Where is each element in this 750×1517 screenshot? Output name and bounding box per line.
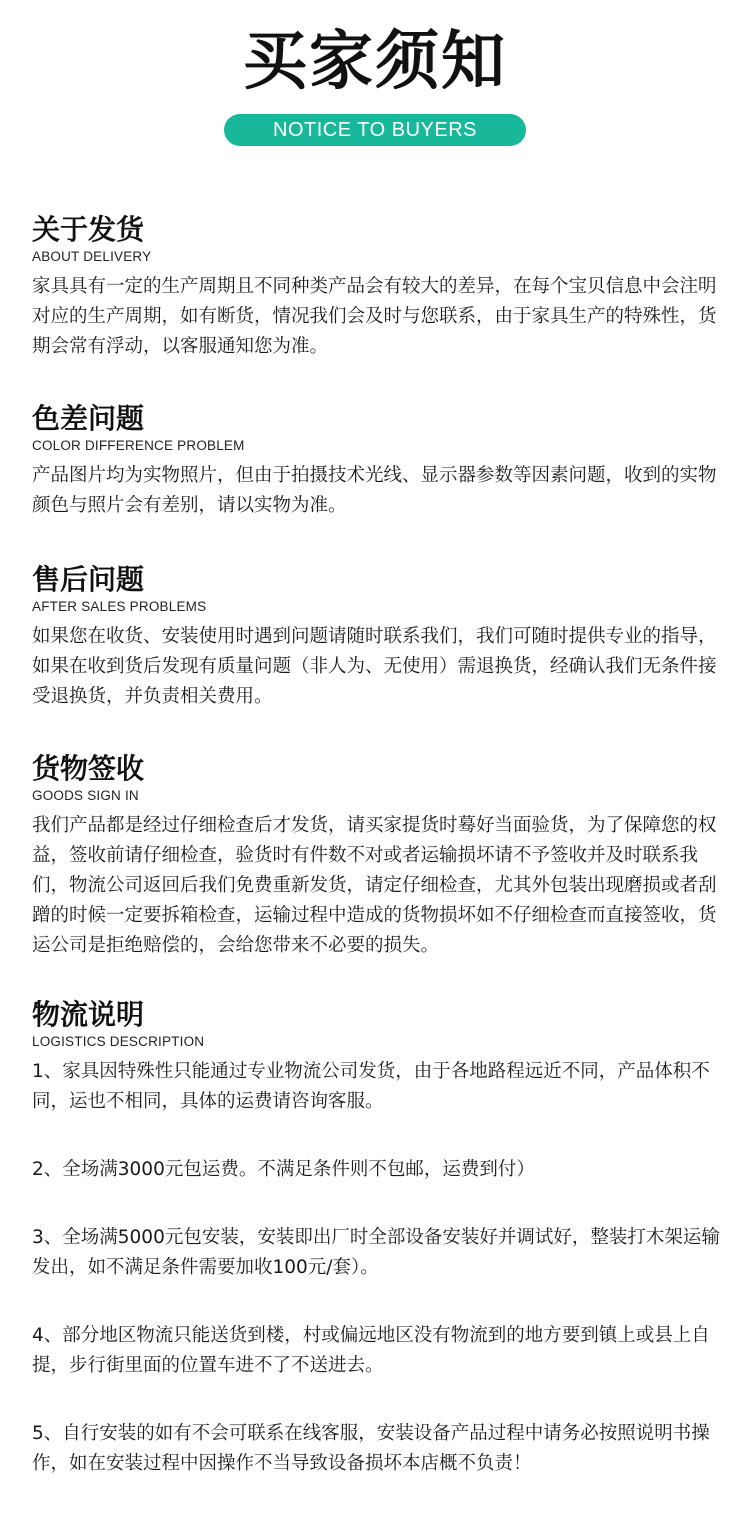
section-text: 产品图片均为实物照片，但由于拍摄技术光线、显示器参数等因素问题，收到的实物颜色与照片会有差别，请以实物为准。	[32, 465, 717, 516]
page-title: 买家须知	[243, 25, 507, 99]
section-subtitle: AFTER SALES PROBLEMS	[32, 599, 207, 614]
logistics-item: 1、家具因特殊性只能通过专业物流公司发货，由于各地路程远近不同，产品体积不同，运也不相同，具体的运费请咨询客服。	[32, 1061, 710, 1112]
section-goods-sign-in	[32, 752, 722, 961]
section-logistics	[32, 998, 722, 1517]
section-title: 物流说明	[32, 998, 145, 1031]
section-after-sales	[32, 563, 722, 712]
logistics-item: 2、全场满3000元包运费。不满足条件则不包邮，运费到付）	[32, 1159, 535, 1180]
section-subtitle: LOGISTICS DESCRIPTION	[32, 1034, 205, 1049]
section-title: 货物签收	[32, 752, 145, 785]
logistics-item: 3、全场满5000元包安装，安装即出厂时全部设备安装好并调试好，整装打木架运输发出，如不满足条件需要加收100元/套）。	[32, 1227, 720, 1278]
section-title: 色差问题	[32, 402, 145, 435]
section-subtitle: COLOR DIFFERENCE PROBLEM	[32, 438, 245, 453]
subtitle-badge: NOTICE TO BUYERS	[224, 114, 526, 146]
section-text: 如果您在收货、安装使用时遇到问题请随时联系我们，我们可随时提供专业的指导，如果在收到货后发现有质量问题（非人为、无使用）需退换货，经确认我们无条件接受退换货，并负责相关费用。	[32, 626, 717, 707]
section-text: 我们产品都是经过仔细检查后才发货，请买家提货时蓦好当面验货，为了保障您的权益，签收前请仔细检查，验货时有件数不对或者运输损坏请不予签收并及时联系我们，物流公司返回后我们免费重新发货，请定仔细检查，尤其外包装出现磨损或者刮蹭的时候一定要拆箱检查，运输过程中造成的货物损坏如不仔细检查而直接签收，货运公司是拒绝赔偿的，会给您带来不必要的损失。	[32, 815, 717, 956]
section-subtitle: GOODS SIGN IN	[32, 788, 139, 803]
section-color-difference	[32, 402, 722, 521]
section-title: 售后问题	[32, 563, 145, 596]
logistics-item: 4、部分地区物流只能送货到楼，村或偏远地区没有物流到的地方要到镇上或县上自提，步行街里面的位置车进不了不送进去。	[32, 1325, 710, 1376]
section-delivery	[32, 213, 722, 362]
section-text: 家具具有一定的生产周期且不同种类产品会有较大的差异，在每个宝贝信息中会注明对应的生产周期，如有断货，情况我们会及时与您联系，由于家具生产的特殊性，货期会常有浮动，以客服通知您为准。	[32, 276, 717, 357]
section-title: 关于发货	[32, 213, 145, 246]
logistics-item: 5、自行安装的如有不会可联系在线客服，安装设备产品过程中请务必按照说明书操作，如在安装过程中因操作不当导致设备损坏本店概不负责！	[32, 1423, 710, 1474]
section-subtitle: ABOUT DELIVERY	[32, 249, 152, 264]
